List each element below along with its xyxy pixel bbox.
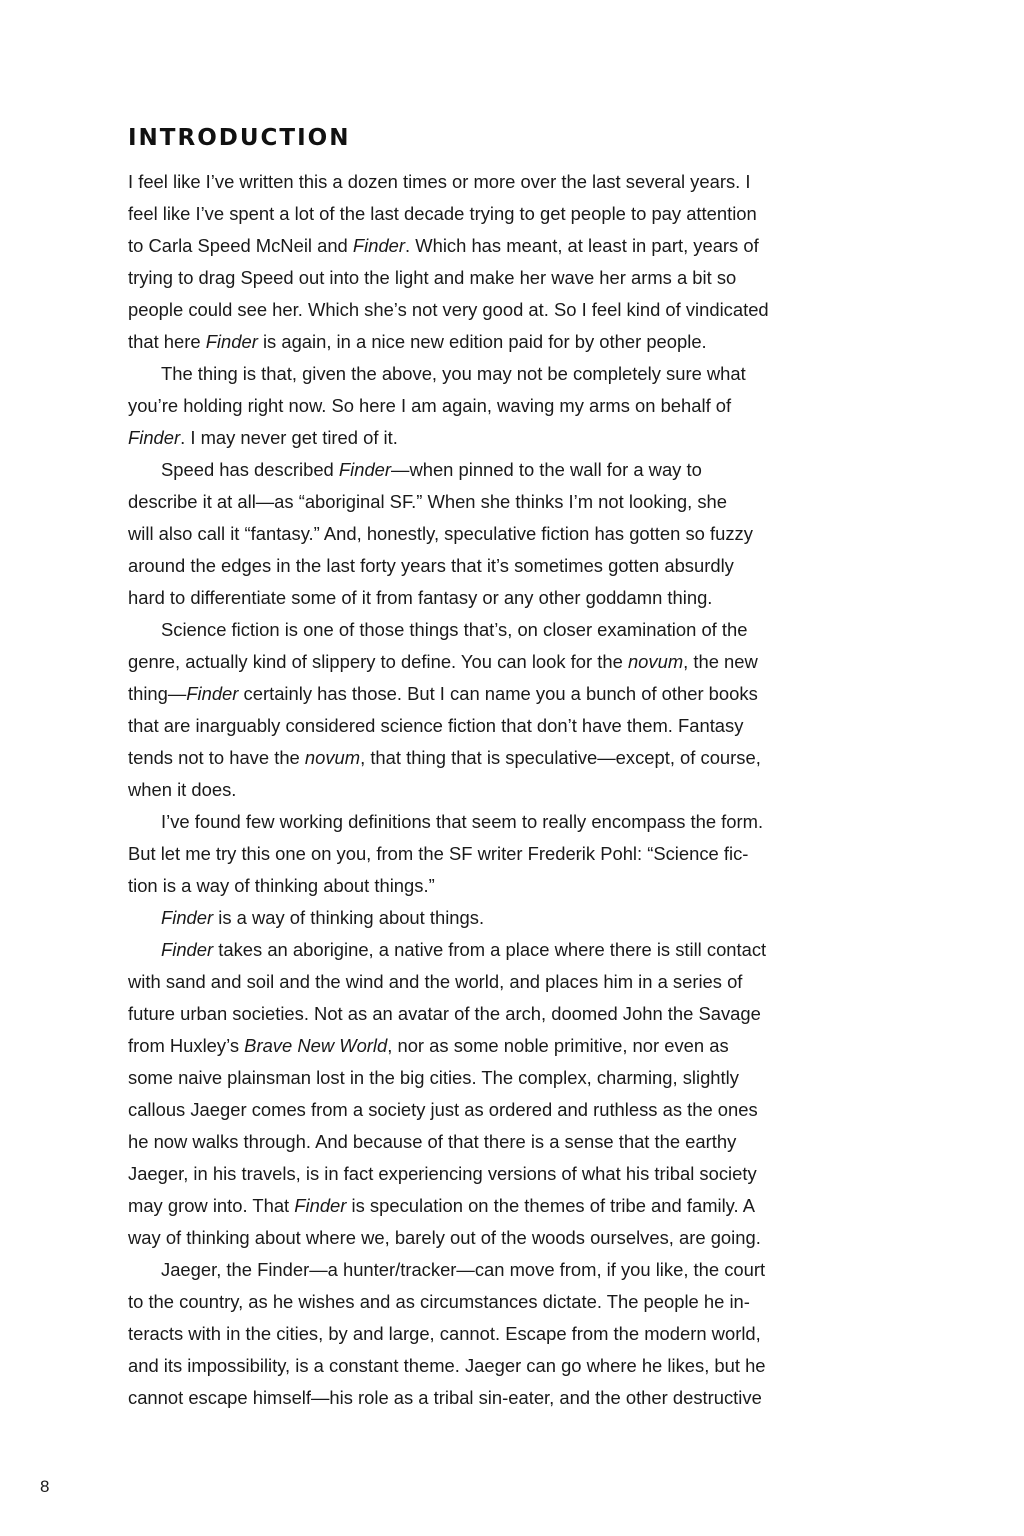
chapter-heading: INTRODUCTION	[128, 125, 351, 151]
text-line	[128, 326, 908, 358]
text-line	[128, 966, 908, 998]
text-line	[128, 1286, 908, 1318]
page-number: 8	[40, 1477, 50, 1496]
italic-text-segment: novum	[627, 651, 684, 672]
text-line	[128, 742, 908, 774]
text-segment: feel like I’ve spent a lot of the last decade trying to get people to pay attention	[128, 203, 757, 224]
text-segment: , the new	[683, 651, 758, 672]
text-segment: and its impossibility, is a constant theme. Jaeger can go where he likes, but he	[128, 1355, 766, 1376]
text-segment: hard to differentiate some of it from fantasy or any other goddamn thing.	[128, 587, 713, 608]
text-segment: future urban societies. Not as an avatar of the arch, doomed John the Savage	[128, 1003, 761, 1024]
text-segment: —when pinned to the wall for a way to	[391, 459, 702, 480]
text-line	[128, 1062, 908, 1094]
text-segment: genre, actually kind of slippery to define. You can look for the	[128, 651, 628, 672]
text-line	[128, 1158, 908, 1190]
text-line	[128, 486, 908, 518]
text-line	[128, 1190, 908, 1222]
text-line	[128, 1222, 908, 1254]
text-segment: Science fiction is one of those things that’s, on closer examination of the	[161, 619, 748, 640]
italic-text-segment: novum	[304, 747, 361, 768]
text-segment: teracts with in the cities, by and large, cannot. Escape from the modern world,	[128, 1323, 761, 1344]
text-line	[128, 838, 908, 870]
text-segment: tion is a way of thinking about things.”	[128, 875, 435, 896]
text-segment: thing—	[128, 683, 187, 704]
text-segment: But let me try this one on you, from the SF writer Frederik Pohl: “Science fic-	[128, 843, 749, 864]
text-segment: Jaeger, in his travels, is in fact experiencing versions of what his tribal society	[128, 1163, 757, 1184]
text-segment: trying to drag Speed out into the light and make her wave her arms a bit so	[128, 267, 737, 288]
text-segment: takes an aborigine, a native from a place where there is still contact	[213, 939, 767, 960]
text-line	[128, 1350, 908, 1382]
text-segment: The thing is that, given the above, you may not be completely sure what	[161, 363, 746, 384]
italic-text-segment: Finder	[186, 683, 239, 704]
text-segment: is again, in a nice new edition paid for by other people.	[257, 331, 707, 352]
text-line	[128, 710, 908, 742]
text-line	[128, 678, 908, 710]
text-line	[128, 870, 908, 902]
text-line	[128, 390, 908, 422]
italic-text-segment: Finder	[338, 459, 392, 480]
text-segment: describe it at all—as “aboriginal SF.” When she thinks I’m not looking, she	[128, 491, 727, 512]
text-segment: I’ve found few working definitions that seem to really encompass the form.	[161, 811, 764, 832]
italic-text-segment: Finder	[352, 235, 406, 256]
text-line	[128, 262, 908, 294]
italic-text-segment: Finder	[161, 907, 214, 928]
text-segment: from Huxley’s	[128, 1035, 245, 1056]
text-segment: people could see her. Which she’s not very good at. So I feel kind of vindicated	[128, 299, 769, 320]
text-segment: , that thing that is speculative—except, of course,	[360, 747, 761, 768]
text-line	[128, 1318, 908, 1350]
text-line	[128, 582, 908, 614]
text-segment: you’re holding right now. So here I am again, waving my arms on behalf of	[128, 395, 732, 416]
text-line	[128, 198, 908, 230]
text-segment: . I may never get tired of it.	[180, 427, 398, 448]
text-segment: certainly has those. But I can name you a bunch of other books	[238, 683, 758, 704]
text-segment: to Carla Speed McNeil and	[128, 235, 353, 256]
text-segment: , nor as some noble primitive, nor even as	[387, 1035, 729, 1056]
text-line	[128, 774, 908, 806]
text-line	[128, 934, 908, 966]
text-segment: I feel like I’ve written this a dozen times or more over the last several years. I	[128, 171, 751, 192]
text-segment: to the country, as he wishes and as circumstances dictate. The people he in-	[128, 1291, 750, 1312]
text-line	[128, 1382, 908, 1414]
text-line	[128, 454, 908, 486]
text-segment: will also call it “fantasy.” And, honestly, speculative fiction has gotten so fuzzy	[128, 523, 753, 544]
text-line	[128, 518, 908, 550]
text-segment: cannot escape himself—his role as a tribal sin-eater, and the other destructive	[128, 1387, 762, 1408]
text-segment: is speculation on the themes of tribe and family. A	[346, 1195, 755, 1216]
text-line	[128, 230, 908, 262]
italic-text-segment: Finder	[294, 1195, 347, 1216]
text-segment: that here	[128, 331, 206, 352]
italic-text-segment: Finder	[128, 427, 181, 448]
text-line	[128, 550, 908, 582]
text-segment: tends not to have the	[128, 747, 305, 768]
text-segment: Jaeger, the Finder—a hunter/tracker—can move from, if you like, the court	[161, 1259, 766, 1280]
text-segment: he now walks through. And because of that there is a sense that the earthy	[128, 1131, 737, 1152]
italic-text-segment: Finder	[161, 939, 214, 960]
text-segment: Speed has described	[161, 459, 339, 480]
text-line	[128, 166, 908, 198]
text-line	[128, 294, 908, 326]
text-line	[128, 806, 908, 838]
text-segment: is a way of thinking about things.	[213, 907, 485, 928]
text-line	[128, 1126, 908, 1158]
text-line	[128, 1030, 908, 1062]
text-segment: callous Jaeger comes from a society just as ordered and ruthless as the ones	[128, 1099, 758, 1120]
text-segment: with sand and soil and the wind and the world, and places him in a series of	[128, 971, 743, 992]
text-line	[128, 422, 908, 454]
text-line	[128, 1094, 908, 1126]
text-segment: when it does.	[128, 779, 237, 800]
text-line	[128, 998, 908, 1030]
italic-text-segment: Brave New World	[244, 1035, 388, 1056]
text-segment: . Which has meant, at least in part, years of	[405, 235, 759, 256]
text-segment: around the edges in the last forty years that it’s sometimes gotten absurdly	[128, 555, 734, 576]
text-line	[128, 646, 908, 678]
text-line	[128, 1254, 908, 1286]
text-line	[128, 358, 908, 390]
text-segment: may grow into. That	[128, 1195, 295, 1216]
text-segment: some naive plainsman lost in the big cities. The complex, charming, slightly	[128, 1067, 739, 1088]
text-line	[128, 902, 908, 934]
body-text	[128, 166, 908, 1414]
italic-text-segment: Finder	[205, 331, 258, 352]
text-segment: that are inarguably considered science fiction that don’t have them. Fantasy	[128, 715, 744, 736]
text-segment: way of thinking about where we, barely out of the woods ourselves, are going.	[128, 1227, 761, 1248]
text-line	[128, 614, 908, 646]
